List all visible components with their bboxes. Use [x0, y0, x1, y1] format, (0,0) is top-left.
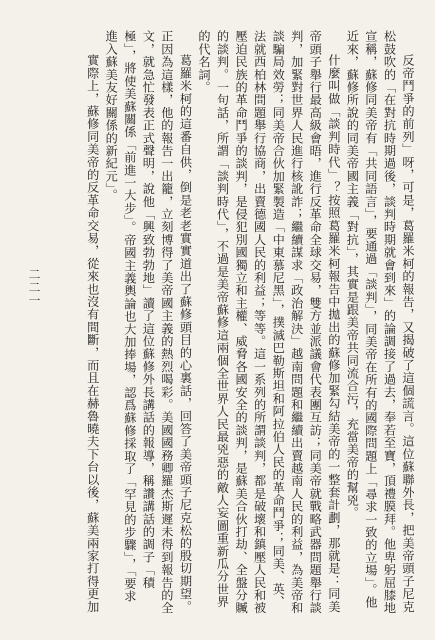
paragraph: 實際上，蘇修同美帝的反革命交易，從來也沒有間斷，而且在赫魯曉夫下台以後，蘇美兩家打得更加	[85, 54, 100, 614]
paragraph: 葛羅米柯的這番自供，倒是老老實實道出了蘇修頭目的心裏話，回答了美帝頭子尼克松的殷切期望。正因為這樣，他的報告一出籠，立刻博得了美帝國主義的熱烈喝彩。美國國務卿羅杰斯遲未得到報告的全文，就急忙發表正式聲明，說他「興致勃勃地」讀了這位蘇修外長講話的報導，稱讚講話的調子「積極」，將使美蘇關係「前進一大步」。帝國主義輿論也大加捧場，認爲蘇修採取了「罕見的步驟」，「要求進入蘇美友好關係的新紀元」。	[104, 30, 193, 615]
page-number: 二二一	[27, 268, 41, 307]
paragraph: 什麼叫做「談判時代」？按照葛羅米柯報告中拋出的蘇修加緊勾結美帝的一整套計劃，那就是：同美帝頭子舉行最高級會晤，進行反革命全球交易，雙方並派議會代表團互訪；同美帝就戰略武器問題舉行談判，加緊對世界人民進行核訛詐；繼續謀求「政治解決」越南問題和繼續出賣越南人民的利益，為美帝和談騙局效勞；同美帝合伙加緊製造「中東慕尼黑」，撲滅巴勒斯坦和阿拉伯人民的革命鬥爭；同美、英、法就西柏林問題舉行協商，出賣德國人民的利益；等等。這一系列的所謂談判，都是破壞和鎮壓人民和被壓迫民族的革命鬥爭的談判，是侵犯別國獨立和主權、威脅各國安全的談判，是蘇美合伙打劫、全盤分贓的談判。一句話，所謂「談判時代」，不過是美帝蘇修這兩個全世界人民最兇惡的敵人妄圖重新瓜分世界的代名詞。	[196, 30, 341, 615]
body-text	[37, 30, 417, 615]
paragraph: 反帝鬥爭的前列」呀，可是，葛羅米柯的報告，又揭破了這個謊言。這位蘇聯外長，把美帝頭子尼克松鼓吹的「在對抗時期過後，談判時期就會到來」的論調接了過去，奉若至寶，頂禮膜拜。他卑躬屈膝地宣稱，蘇修同美帝有「共同語言」，要通過「談判」，同美帝在所有的國際問題上「尋求一致的立場」。他近來，蘇修所說的同美帝國主義「對抗」，其實是跟美帝共同流合污，充當美帝的幫兇。	[345, 30, 415, 615]
